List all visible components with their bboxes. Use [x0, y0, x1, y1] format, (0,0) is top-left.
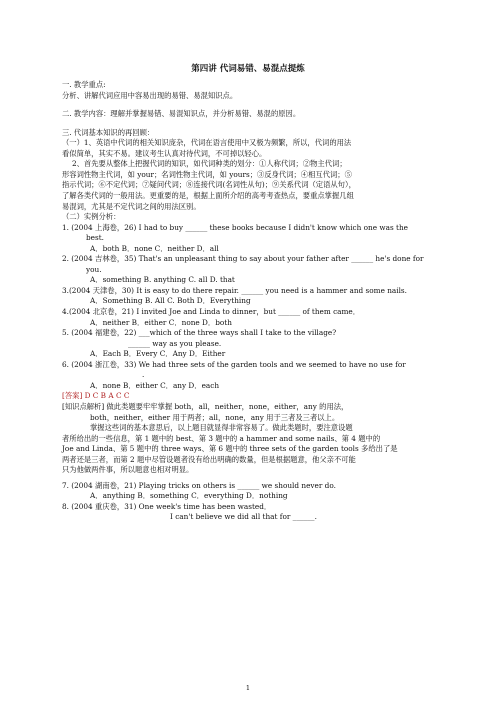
text-line: A．none B．either C．any D．each: [90, 380, 220, 390]
text-line: A．anything B．something C．everything D．nothing: [90, 491, 288, 501]
text-line: A．Each B．Every C．Any D．Either: [90, 349, 226, 359]
text-line: A．both B．none C．neither D．all: [90, 243, 219, 253]
text-line: 易混词，尤其是不定代词之间的用法区别。: [62, 201, 201, 211]
text-line: 8. (2004 重庆卷，31) One week's time has been wasted．: [62, 501, 272, 511]
text-line: 两者还是三者，而第 2 题中尽管设题者没有给出明确的数量，但是根据题意，他父亲不可能: [62, 454, 356, 464]
text-line: I can't believe we did all that for ______.: [170, 512, 317, 522]
text-line: （一）1、英语中代词的相关知识庞杂，代词在语言使用中又极为频繁，所以，代词的用法: [62, 138, 352, 148]
text-line: 二. 教学内容：理解并掌握易错、易混知识点，并分析易错、易混的原因。: [62, 109, 301, 119]
text-line: you.: [86, 264, 102, 274]
text-line: 1. (2004 上海卷，26) I had to buy ______ these books because I didn't know which one was the: [62, 222, 408, 232]
text-line: [答案] D C B A C C: [62, 391, 130, 401]
text-line: 看似简单，其实不易。建议考生认真对待代词，不可掉以轻心。: [62, 148, 267, 158]
text-line: A．something B. anything C. all D. that: [90, 275, 235, 285]
text-line: 2. (2004 吉林卷，35) That's an unpleasant thing to say about your father after ______ he's done for: [62, 254, 424, 264]
text-line: 掌握这些词的基本意思后，以上题目就显得非常容易了。做此类题时，要注意设题: [90, 423, 353, 433]
text-line: 一. 教学重点:: [62, 80, 106, 89]
text-line: 只为他做两件事，所以题意也相对明显。: [62, 465, 194, 475]
text-line: （二）实例分析：: [62, 212, 121, 222]
text-line: both，neither，either 用于两者；all，none，any 用于三者及三者以上。: [90, 412, 340, 422]
text-line: 7. (2004 湖南卷，21) Playing tricks on others is ______ we should never do.: [62, 480, 336, 490]
text-line: ______ way as you please.: [128, 338, 222, 348]
text-line: 者所给出的一些信息，第 1 题中的 best、第 3 题中的 a hammer and some nails、第 4 题中的: [62, 433, 381, 443]
text-line: A．Something B. All C. Both D．Everything: [90, 296, 251, 306]
text-line: 3.(2004 天津卷，30) It is easy to do there repair. ______ you need is a hammer and some nails.: [62, 285, 407, 295]
text-line: 形容词性物主代词，如 your；名词性物主代词，如 yours；③反身代词；④相互代词；⑤: [62, 169, 352, 179]
text-line: 5. (2004 福建卷，22) ___which of the three ways shall I take to the village?: [62, 328, 337, 338]
text-line: .: [142, 370, 145, 380]
text-line: 4.(2004 北京卷，21) I invited Joe and Linda to dinner，but ______ of them came．: [62, 307, 361, 316]
text-line: 了解各类代词的一般用法。更重要的是，根据上面所介绍的高考考查热点，要重点掌握几组: [62, 190, 354, 200]
text-line: 2、首先要从整体上把握代词的知识，如代词种类的划分：①人称代词；②物主代词；: [72, 159, 347, 169]
text-line: 三. 代词基本知识的再回顾：: [62, 127, 155, 137]
text-line: 指示代词；⑥不定代词；⑦疑问代词；⑧连接代词(名词性从句)；⑨关系代词（定语从句），: [62, 180, 356, 190]
page-number: 1: [245, 684, 251, 692]
text-line: 分析、讲解代词应用中容易出现的易错、易混知识点。: [62, 90, 238, 100]
text-line: 6. (2004 浙江卷，33) We had three sets of the garden tools and we seemed to have no use for: [62, 359, 406, 369]
page-title: 第四讲 代词易错、易混点提炼: [191, 64, 305, 74]
text-line: Joe and Linda、第 5 题中的 three ways、第 6 题中的 three sets of the garden tools 多给出了是: [62, 444, 398, 454]
text-line: [知识点解析] 做此类题要牢牢掌握 both，all，neither，none，either，any 的用法，: [62, 401, 349, 411]
text-line: A．neither B．either C．none D．both: [90, 317, 232, 327]
text-line: best.: [86, 233, 104, 243]
